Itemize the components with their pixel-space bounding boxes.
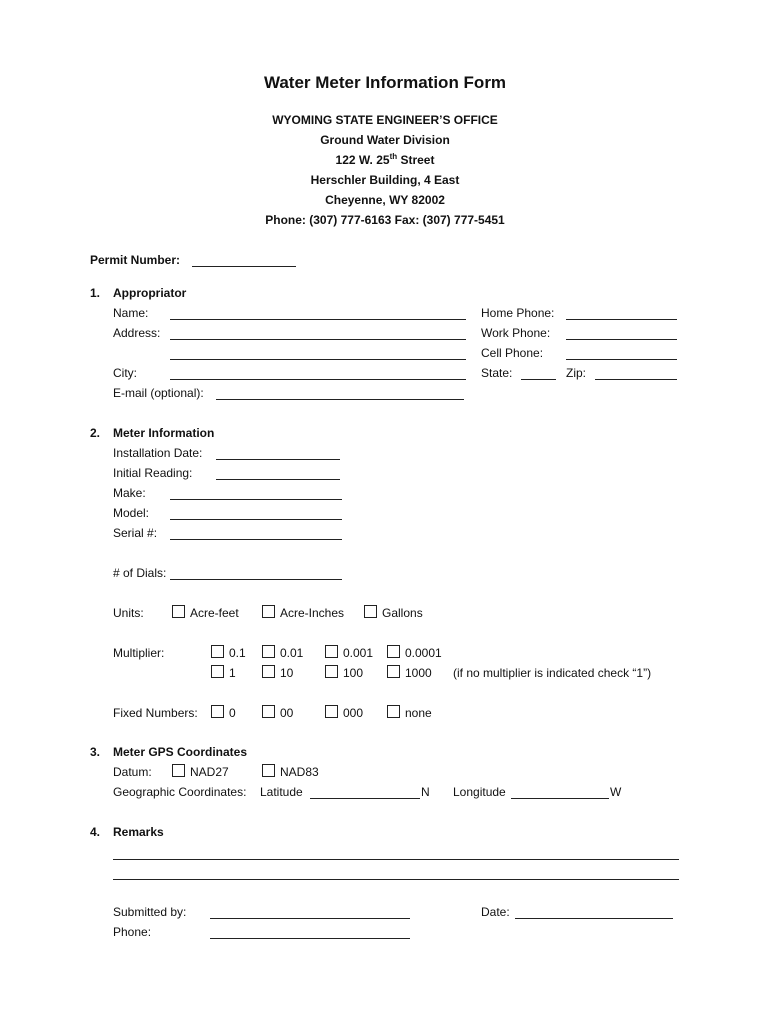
name-field[interactable] (170, 319, 466, 320)
email-label: E-mail (optional): (113, 386, 204, 400)
fixed-numbers-label: Fixed Numbers: (113, 706, 198, 720)
address-label: Address: (113, 326, 161, 340)
cell-phone-field[interactable] (566, 359, 677, 360)
home-phone-label: Home Phone: (481, 306, 555, 320)
model-field[interactable] (170, 519, 342, 520)
office-building: Herschler Building, 4 East (310, 173, 460, 187)
datum-label: Datum: (113, 765, 152, 779)
serial-label: Serial #: (113, 526, 158, 540)
option-acre-inches: Acre-Inches (280, 606, 345, 620)
zip-label: Zip: (566, 366, 587, 380)
checkbox-gallons[interactable] (364, 605, 377, 618)
checkbox-fixed-none[interactable] (387, 705, 400, 718)
section3-number: 3. (90, 745, 101, 759)
model-label: Model: (113, 506, 150, 520)
work-phone-label: Work Phone: (481, 326, 551, 340)
office-city: Cheyenne, WY 82002 (325, 193, 445, 207)
units-label: Units: (113, 606, 144, 620)
checkbox-fixed-0[interactable] (211, 705, 224, 718)
longitude-field[interactable] (511, 798, 609, 799)
phone-label: Phone: (113, 925, 152, 939)
option-mult-0.1: 0.1 (229, 646, 246, 660)
checkbox-mult-0.01[interactable] (262, 645, 275, 658)
longitude-label: Longitude (453, 785, 506, 799)
checkbox-acre-feet[interactable] (172, 605, 185, 618)
date-label: Date: (481, 905, 510, 919)
name-label: Name: (113, 306, 149, 320)
section4-number: 4. (90, 825, 101, 839)
email-field[interactable] (216, 399, 464, 400)
dials-label: # of Dials: (113, 566, 167, 580)
checkbox-mult-0.0001[interactable] (387, 645, 400, 658)
date-field[interactable] (515, 918, 673, 919)
checkbox-mult-100[interactable] (325, 665, 338, 678)
option-acre-feet: Acre-feet (190, 606, 239, 620)
permit-number-field[interactable] (192, 266, 296, 267)
section4-heading: Remarks (113, 825, 164, 839)
city-field[interactable] (170, 379, 466, 380)
work-phone-field[interactable] (566, 339, 677, 340)
option-gallons: Gallons (382, 606, 423, 620)
home-phone-field[interactable] (566, 319, 677, 320)
state-label: State: (481, 366, 513, 380)
section2-number: 2. (90, 426, 101, 440)
longitude-suffix: W (610, 785, 622, 799)
multiplier-note: (if no multiplier is indicated check “1”) (453, 666, 652, 680)
checkbox-mult-1000[interactable] (387, 665, 400, 678)
option-nad27: NAD27 (190, 765, 229, 779)
initial-reading-label: Initial Reading: (113, 466, 193, 480)
phone-field[interactable] (210, 938, 410, 939)
option-mult-0.001: 0.001 (343, 646, 374, 660)
option-mult-1: 1 (229, 666, 236, 680)
option-mult-0.01: 0.01 (280, 646, 304, 660)
address-field-2[interactable] (170, 359, 466, 360)
option-mult-0.0001: 0.0001 (405, 646, 442, 660)
office-name: WYOMING STATE ENGINEER’S OFFICE (272, 113, 498, 127)
section1-heading: Appropriator (113, 286, 187, 300)
option-mult-100: 100 (343, 666, 364, 680)
option-mult-10: 10 (280, 666, 294, 680)
permit-label: Permit Number: (90, 253, 181, 267)
office-street: 122 W. 25th Street (335, 152, 435, 167)
make-label: Make: (113, 486, 146, 500)
option-fixed-000: 000 (343, 706, 364, 720)
address-field-1[interactable] (170, 339, 466, 340)
form-title: Water Meter Information Form (263, 73, 507, 92)
checkbox-mult-0.1[interactable] (211, 645, 224, 658)
checkbox-fixed-000[interactable] (325, 705, 338, 718)
installation-date-field[interactable] (216, 459, 340, 460)
serial-field[interactable] (170, 539, 342, 540)
remarks-line-2[interactable] (113, 879, 679, 880)
checkbox-nad27[interactable] (172, 764, 185, 777)
section3-heading: Meter GPS Coordinates (113, 745, 248, 759)
checkbox-nad83[interactable] (262, 764, 275, 777)
multiplier-label: Multiplier: (113, 646, 165, 660)
geo-coordinates-label: Geographic Coordinates: (113, 785, 247, 799)
zip-field[interactable] (595, 379, 677, 380)
make-field[interactable] (170, 499, 342, 500)
option-fixed-none: none (405, 706, 432, 720)
checkbox-mult-10[interactable] (262, 665, 275, 678)
installation-date-label: Installation Date: (113, 446, 203, 460)
city-label: City: (113, 366, 137, 380)
cell-phone-label: Cell Phone: (481, 346, 544, 360)
latitude-field[interactable] (310, 798, 420, 799)
submitted-by-label: Submitted by: (113, 905, 187, 919)
checkbox-mult-1[interactable] (211, 665, 224, 678)
checkbox-fixed-00[interactable] (262, 705, 275, 718)
section2-heading: Meter Information (113, 426, 215, 440)
option-nad83: NAD83 (280, 765, 319, 779)
remarks-line-1[interactable] (113, 859, 679, 860)
section1-number: 1. (90, 286, 101, 300)
checkbox-mult-0.001[interactable] (325, 645, 338, 658)
checkbox-acre-inches[interactable] (262, 605, 275, 618)
latitude-suffix: N (421, 785, 430, 799)
dials-field[interactable] (170, 579, 342, 580)
initial-reading-field[interactable] (216, 479, 340, 480)
option-mult-1000: 1000 (405, 666, 432, 680)
latitude-label: Latitude (260, 785, 303, 799)
option-fixed-00: 00 (280, 706, 294, 720)
submitted-by-field[interactable] (210, 918, 410, 919)
office-phone-fax: Phone: (307) 777-6163 Fax: (307) 777-5451 (265, 213, 505, 227)
office-division: Ground Water Division (320, 133, 450, 147)
option-fixed-0: 0 (229, 706, 236, 720)
state-field[interactable] (521, 379, 556, 380)
